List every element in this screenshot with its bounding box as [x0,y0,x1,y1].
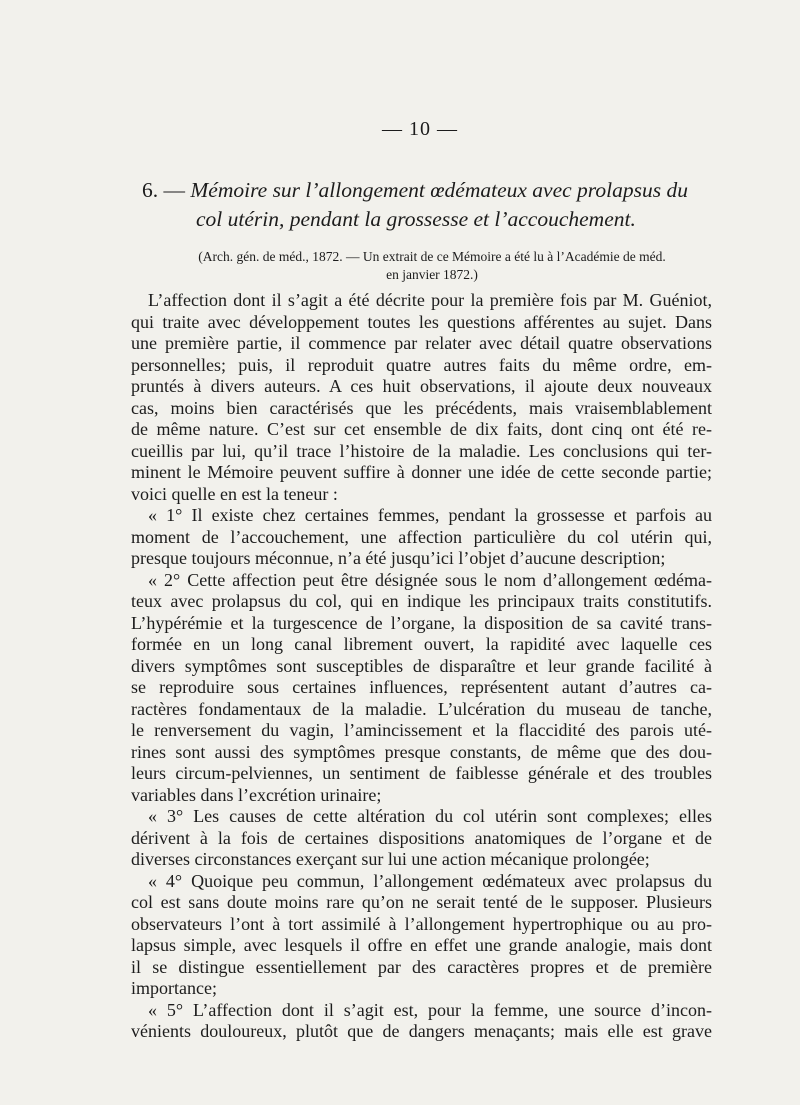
section-title-line-2: col utérin, pendant la grossesse et l’accouchement. [196,207,636,231]
text-line: leurs circum-pelviennes, un sentiment de faiblesse générale et des troubles [131,763,712,783]
text-line: une première partie, il commence par relater avec détail quatre observations [131,333,712,353]
section-title-line-1: Mémoire sur l’allongement œdémateux avec prolapsus du [190,178,688,202]
text-line: col est sans doute moins rare qu’on ne serait tenté de le supposer. Plusieurs [131,892,712,912]
text-line: « 1° Il existe chez certaines femmes, pendant la grossesse et parfois au [148,505,712,525]
text-line: « 5° L’affection dont il s’agit est, pour la femme, une source d’incon- [148,999,712,1020]
section-heading [142,176,722,234]
text-line: il se distingue essentiellement par des caractères propres et de première [131,956,712,977]
reference-note [152,248,712,284]
text-line: teux avec prolapsus du col, qui en indique les principaux traits constitutifs. [131,591,712,611]
text-line: vénients douloureux, plutôt que de dangers menaçants; mais elle est grave [131,1021,712,1041]
text-line: qui traite avec développement toutes les questions afférentes au sujet. Dans [131,311,712,332]
text-line: cueillis par lui, qu’il trace l’histoire de la maladie. Les conclusions qui ter- [131,440,712,461]
text-line: se reproduire sous certaines influences, représentent autant d’autres ca- [131,677,712,697]
text-line: importance; [131,978,217,998]
text-line: le renversement du vagin, l’amincissement et la flaccidité des parois uté- [131,720,712,740]
text-line: L’hypérémie et la turgescence de l’organe, la disposition de sa cavité trans- [131,612,712,633]
text-line: cas, moins bien caractérisés que les précédents, mais vraisemblablement [131,397,712,418]
text-line: formée en un long canal librement ouvert, la rapidité avec laquelle ces [131,634,712,654]
text-line: ractères fondamentaux de la maladie. L’ulcération du museau de tanche, [131,698,712,719]
body-text [131,290,712,1043]
text-line: L’affection dont il s’agit a été décrite pour la première fois par M. Guéniot, [148,290,712,310]
text-line: moment de l’accouchement, une affection particulière du col utérin qui, [131,526,712,547]
text-line: diverses circonstances exerçant sur lui une action mécanique prolongée; [131,849,650,869]
text-line: minent le Mémoire peuvent suffire à donner une idée de cette seconde partie; [131,462,712,482]
text-line: lapsus simple, avec lesquels il offre en effet une grande analogie, mais dont [131,935,712,955]
text-line: pruntés à divers auteurs. A ces huit observations, il ajoute deux nouveaux [131,376,712,396]
text-line: de même nature. C’est sur cet ensemble de dix faits, dont cinq ont été re- [131,419,712,439]
section-number: 6. — [142,178,185,202]
page-number: — 10 — [382,118,458,140]
text-line: variables dans l’excrétion urinaire; [131,784,382,805]
reference-line-2: en janvier 1872.) [386,267,478,282]
text-line: rines sont aussi des symptômes presque constants, de même que des dou- [131,741,712,762]
text-line: divers symptômes sont susceptibles de disparaître et leur grande facilité à [131,655,712,676]
text-line: « 4° Quoique peu commun, l’allongement œdémateux avec prolapsus du [148,870,712,891]
text-line: personnelles; puis, il reproduit quatre autres faits du même ordre, em- [131,354,712,375]
text-line: « 2° Cette affection peut être désignée sous le nom d’allongement œdéma- [148,569,712,590]
text-line: observateurs l’ont à tort assimilé à l’allongement hypertrophique ou au pro- [131,913,712,934]
text-line: dérivent à la fois de certaines dispositions anatomiques de l’organe et de [131,827,712,848]
text-line: « 3° Les causes de cette altération du col utérin sont complexes; elles [148,806,712,826]
reference-line-1: (Arch. gén. de méd., 1872. — Un extrait de ce Mémoire a été lu à l’Académie de méd. [198,249,666,264]
text-line: presque toujours méconnue, n’a été jusqu’ici l’objet d’aucune description; [131,548,666,568]
text-line: voici quelle en est la teneur : [131,483,338,504]
